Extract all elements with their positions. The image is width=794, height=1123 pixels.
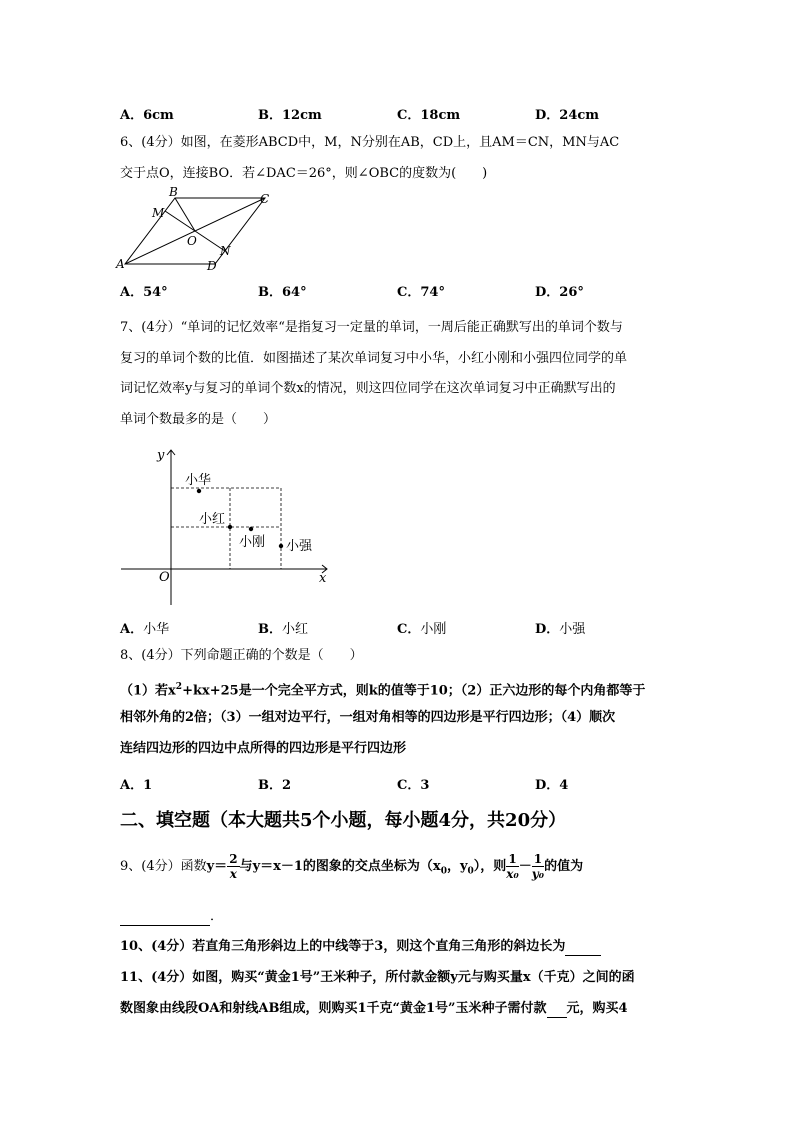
q6-option-d: D．26° [535,285,584,300]
q8-option-c: C．3 [397,778,430,793]
label-o: O [187,234,197,248]
q9-answer-blank[interactable]: ． [120,909,223,926]
q8-option-b: B．2 [258,778,292,793]
origin-label: O [159,570,170,585]
q10-stem: 10、(4分）若直角三角形斜边上的中线等于3，则这个直角三角形的斜边长为 [120,939,601,956]
q11-answer-blank[interactable] [547,1001,567,1018]
section-heading-fill-in: 二、填空题（本大题共5个小题，每小题4分，共20分） [120,810,567,831]
q5-option-a: A．6cm [120,108,174,123]
label-xiaohong: 小红 [199,512,226,527]
label-a: A [116,257,125,271]
q6-option-c: C．74° [397,285,445,300]
q7-stem-line4: 单词个数最多的是（ ） [120,412,277,427]
point-xiaohong [228,525,232,529]
q5-option-b: B．12cm [258,108,322,123]
q8-stem-line2: （1）若$x^2+kx+25$是一个完全平方式，则k的值等于10；（2）正六边形的每个内角都等于 [120,682,646,699]
q7-option-c: C．小刚 [397,622,447,637]
label-xiaoqiang: 小强 [286,539,313,554]
q11-stem-line1: 11、(4分）如图，购买“黄金1号”王米种子，所付款金额y元与购买量x（千克）之间的函 [120,970,635,985]
y-axis-label: y [157,448,165,463]
q6-stem-line1: 6、(4分）如图，在菱形ABCD中，M，N分别在AB，CD上，且AM＝CN，MN与AC [120,135,620,150]
q6-option-b: B．64° [258,285,307,300]
q7-option-a: A．小华 [120,622,170,637]
label-xiaohua: 小华 [185,473,212,488]
q7-stem-line1: 7、(4分）“单词的记忆效率“是指复习一定量的单词，一周后能正确默写出的单词个数与 [120,320,623,335]
q8-stem-line1: 8、(4分）下列命题正确的个数是（ ） [120,648,363,663]
q7-option-b: B．小红 [258,622,309,637]
label-xiaogang: 小刚 [239,535,266,550]
q7-option-d: D．小强 [535,622,586,637]
q11-stem-line2: 数图象由线段OA和射线AB组成，则购买1千克“黄金1号”玉米种子需付款 元，购买4 [120,1001,628,1016]
fraction-1-over-y0: $\frac{1}{\text{y₀}}$ [531,852,545,881]
x-axis-label: x [319,571,327,586]
label-d: D [207,259,217,272]
q7-stem-line2: 复习的单词个数的比值．如图描述了某次单词复习中小华，小红小刚和小强四位同学的单 [120,351,628,366]
q7-stem-line3: 词记忆效率y与复习的单词个数x的情况，则这四位同学在这次单词复习中正确默写出的 [120,381,616,396]
q8-option-a: A．1 [120,778,153,793]
segment-bo [175,198,195,231]
q5-option-c: C．18cm [397,108,461,123]
q10-answer-blank[interactable] [565,939,601,956]
q6-rhombus-figure [115,186,285,272]
q7-efficiency-chart [115,442,340,610]
point-xiaogang [249,527,253,531]
label-b: B [169,186,178,199]
point-xiaohua [197,489,201,493]
q8-stem-line4: 连结四边形的四边中点所得的四边形是平行四边形 [120,741,407,756]
label-c: C [260,192,270,206]
q9-stem: 9、(4分）函数y＝ $\frac{2}{x}$ 与y＝x－1的图象的交点坐标为（$x_0$，$y_0$），则 $\frac{1}{\text{x₀}}$ － $\frac{1}{\text{y₀}}$ 的值为 [120,852,584,881]
q6-option-a: A．54° [120,285,168,300]
label-m: M [152,206,165,220]
q6-stem-line2: 交于点O，连接BO．若∠DAC＝26°，则∠OBC的度数为( ) [120,166,488,181]
q8-option-d: D．4 [535,778,569,793]
fraction-2-over-x: $\frac{2}{x}$ [229,852,238,881]
q5-option-d: D．24cm [535,108,600,123]
fraction-1-over-x0: $\frac{1}{\text{x₀}}$ [506,852,519,881]
label-n: N [220,244,231,258]
q8-stem-line3: 相邻外角的2倍；（3）一组对边平行，一组对角相等的四边形是平行四边形；（4）顺次 [120,710,616,725]
point-xiaoqiang [279,544,283,548]
